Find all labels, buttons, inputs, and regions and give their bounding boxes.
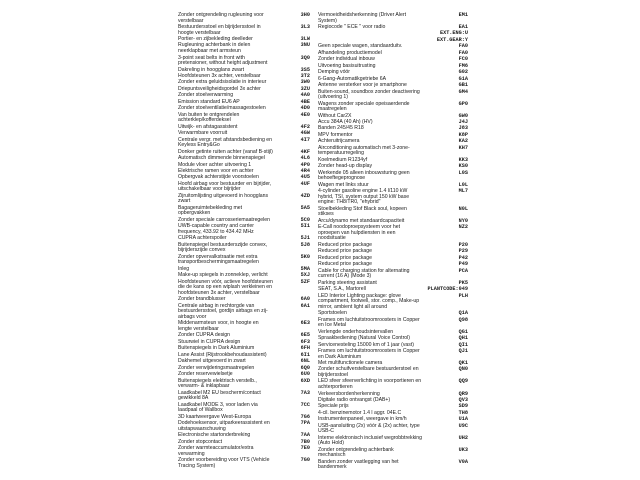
- option-description: Hoofdsteunen vóór, actieve hoofdsteunen die de kans op een wiplash verkleinen en hoofdsteunen 3x achter, verstelbaar: [178, 278, 273, 296]
- option-code: U9C: [458, 422, 468, 429]
- option-description: SEAT, S.A., Martorell: [318, 286, 366, 293]
- option-description: Driepuntsveiligheidsgordel 3x achter: [178, 85, 261, 92]
- option-entry: [178, 206, 310, 217]
- option-entry: [318, 460, 468, 471]
- option-description: Reduced price package: [318, 241, 373, 248]
- option-code: 5XJ: [300, 272, 310, 279]
- option-code: 5J1: [300, 235, 310, 242]
- option-entry: [178, 359, 310, 365]
- option-code: FM6: [458, 62, 468, 69]
- option-description: Arcu/dynamo met standaardcapaciteit: [318, 217, 405, 224]
- option-description: Rugleuning achterbank in delen neerklapbaar met armsteun: [178, 42, 251, 55]
- option-entry: [318, 90, 468, 101]
- option-entry: [178, 304, 310, 321]
- option-description: Hoofdsteunen 3x achter, verstelbaar: [178, 72, 261, 79]
- option-description: Cable for charging station for alternating current (16 A) (Mode 3): [318, 267, 410, 280]
- option-code: FC0: [458, 56, 468, 63]
- option-entry: [318, 318, 468, 329]
- option-code: 7G0: [300, 457, 310, 464]
- option-entry: [318, 336, 468, 342]
- option-entry: [318, 294, 468, 311]
- option-code: 7PA: [300, 420, 310, 427]
- option-description: Buitenspiegels in Dark Aluminium: [178, 345, 255, 352]
- option-entry: [178, 156, 310, 162]
- option-entry: [318, 146, 468, 157]
- option-description: Van buiten te ontgrendelen achterklep/kofferdeksel: [178, 111, 240, 124]
- option-code: 4E0: [300, 111, 310, 118]
- option-entry: [318, 448, 468, 459]
- option-description: Zonder speciale carrosseriemaatregelen: [178, 216, 271, 223]
- option-description: Zonder schuifverstelbare bestuurderstoel en bijrijdersstoel: [318, 366, 419, 379]
- option-code: SD9: [458, 403, 468, 410]
- option-code: 4L6: [300, 155, 310, 162]
- option-description: Zonder individual inbouw: [318, 56, 375, 63]
- option-code: 4UF: [300, 180, 310, 187]
- option-description: Vermoeidheidsherkenning (Driver Alert System): [318, 12, 407, 24]
- option-code: 3NU: [300, 42, 310, 49]
- option-entry: [178, 43, 310, 54]
- option-description: E-Call noodoproepsysteem voor het oproepen van hulpdiensten in een noodsituatie: [318, 224, 401, 242]
- option-entry: [178, 255, 310, 266]
- option-description: Zijruitomlijsting uitgevoerd in hoogglans zwart: [178, 192, 269, 205]
- option-entry: [178, 446, 310, 457]
- option-code: GM4: [458, 88, 468, 95]
- option-description: Donker getinte ruiten achter (vanaf B-stijl): [178, 148, 273, 155]
- option-code: Q1A: [458, 310, 468, 317]
- option-code: GW0: [458, 112, 468, 119]
- option-description: Airconditioning automatisch met 3-zone-temperatuurregeling: [318, 144, 410, 157]
- option-entry: [318, 57, 468, 63]
- option-description: LED Interior Lighting package: glove compartment, footwell, stor. comp., Make-up mirror, ambient light all around: [318, 292, 420, 310]
- option-code: 4BE: [300, 98, 310, 105]
- option-description: Parking steering assistant: [318, 279, 377, 286]
- option-code: 6A0: [300, 296, 310, 303]
- option-code: QK1: [458, 360, 468, 367]
- option-code: 7G6: [300, 413, 310, 420]
- option-description: Banden 245/45 R18: [318, 125, 364, 132]
- option-description: Antenne versterker voor je smartphone: [318, 82, 407, 89]
- option-description: Zonder reservewielsetje: [178, 371, 233, 378]
- option-entry: [178, 106, 310, 112]
- option-code: 5I1: [300, 223, 310, 230]
- option-code: 4P0: [300, 161, 310, 168]
- option-code: TH8: [458, 409, 468, 416]
- option-entry: [318, 269, 468, 280]
- option-code: 3S5: [300, 66, 310, 73]
- option-entry: [178, 56, 310, 67]
- option-code: 6XD: [300, 377, 310, 384]
- option-description: Koelmedium R1234yf: [318, 156, 368, 163]
- option-description: Zonder brandblusser: [178, 296, 226, 303]
- option-code: 4I7: [300, 136, 310, 143]
- option-code: PK5: [458, 279, 468, 286]
- option-entry: [318, 171, 468, 182]
- option-code: GP0: [458, 100, 468, 107]
- option-description: Emission standard EU6 AP: [178, 98, 240, 105]
- option-code: L0L: [458, 181, 468, 188]
- option-description: Stoelbekleding Stof Black soul, kopeen stikses: [318, 205, 407, 218]
- option-description: MPV formentor: [318, 131, 353, 138]
- option-code: QG1: [458, 328, 468, 335]
- option-code: 7AA: [300, 432, 310, 439]
- right-options-column: [318, 13, 468, 472]
- option-entry: [178, 224, 310, 235]
- option-code: 7E0: [300, 445, 310, 452]
- option-code: 7CC: [300, 401, 310, 408]
- option-description: Wagen met links stuur: [318, 181, 369, 188]
- option-description: Regiocode " ECE " voor radio: [318, 24, 386, 31]
- option-description: Reduced price package: [318, 261, 373, 268]
- option-description: Frames om luchtuitstroomroosters in Copper en Ice Metal: [318, 316, 420, 329]
- option-code: L0S: [458, 169, 468, 176]
- option-code: 6U0: [300, 371, 310, 378]
- option-description: Zonder stopcontact: [178, 438, 223, 445]
- option-code: EA1: [458, 24, 468, 31]
- option-description: Middenarmsteun voor, in hoogte en lengte verstelbaar: [178, 320, 259, 332]
- option-description: Electronische startonderbreking: [178, 432, 251, 439]
- option-description: Opbergvak achterstijde voorstoelen: [178, 174, 259, 181]
- option-code: P49: [458, 261, 468, 268]
- option-code: G02: [458, 69, 468, 76]
- option-entry: [178, 182, 310, 193]
- option-description: Zonder extra geluidsisolatie in interieur: [178, 79, 267, 86]
- option-description: CUPRA achterspoiler: [178, 235, 227, 242]
- option-code: 4GW: [300, 130, 310, 137]
- option-code: 5A5: [300, 204, 310, 211]
- option-entry: [178, 379, 310, 390]
- option-code: PLH: [458, 292, 468, 299]
- option-code: 4R4: [300, 167, 310, 174]
- option-entry: [178, 321, 310, 332]
- option-entry: [178, 243, 310, 254]
- option-description: Zonder verwijderingsmaatregelen: [178, 364, 255, 371]
- option-entry: [318, 207, 468, 218]
- option-description: Buitenspiegel bestuurderszijde convex, bijrijderszijde convex: [178, 241, 268, 254]
- option-description: Verkeersbordenherkenning: [318, 390, 380, 397]
- option-description: Module vloer achter uitvoering 1: [178, 161, 252, 168]
- option-code: 4U5: [300, 174, 310, 181]
- option-code: 6I1: [300, 351, 310, 358]
- option-description: Zonder CUPRA design: [178, 332, 231, 339]
- option-code: QN0: [458, 366, 468, 373]
- option-entry: [178, 194, 310, 205]
- option-entry: [178, 421, 310, 432]
- option-description: Werkende 05 alleen inbouwsturing geen behoeftegeprognose: [318, 169, 410, 182]
- option-description: Zonder stoelventilatie/massagestoelen: [178, 105, 266, 112]
- option-code: 6FH: [300, 345, 310, 352]
- option-code: KK3: [458, 156, 468, 163]
- option-description: Uitwijk- en afstagassistent: [178, 123, 238, 130]
- option-description: Elektrische ramen voor en achter: [178, 167, 254, 174]
- option-description: Reduced price package: [318, 254, 373, 261]
- option-code: 3LW: [300, 36, 310, 43]
- option-entry: [178, 13, 310, 24]
- option-code: 7B0: [300, 438, 310, 445]
- option-description: Zonder voorbereiding voor VTS (Vehicle Tracing System): [178, 457, 270, 469]
- option-code: P20: [458, 241, 468, 248]
- left-options-column: [178, 13, 310, 470]
- option-entry: [318, 225, 468, 242]
- option-description: Banden zonder vastlegging van het bandenmerk: [318, 458, 399, 471]
- option-description: [318, 31, 422, 37]
- option-code: 4KF: [300, 148, 310, 155]
- option-description: 4-cylinder gasoline engine 1.4 l/110 kW hybrid, TSI, system output 150 kW base engine: TH8/TR0, "ehybrid": [318, 188, 410, 206]
- option-description: Dakhemel uitgevoerd in zwart: [178, 358, 246, 365]
- option-code: QI1: [458, 341, 468, 348]
- option-entry: [318, 262, 468, 268]
- option-entry: [318, 424, 468, 435]
- option-code: 7A3: [300, 389, 310, 396]
- option-entry: [178, 131, 310, 137]
- option-description: Buiten-sound, soundbox zonder deactivering (uitvoering 1): [318, 88, 420, 101]
- option-description: Zonder ontgrendeling achterbank mechanisch: [318, 446, 394, 459]
- option-code: EXT.GEAR:Y: [436, 36, 468, 43]
- option-code: UK3: [458, 446, 468, 453]
- option-code: 4D0: [300, 105, 310, 112]
- option-description: Stuurwiel in CUPRA design: [178, 338, 241, 345]
- option-code: 5J8: [300, 241, 310, 248]
- option-entry: [178, 458, 310, 469]
- option-entry: [318, 367, 468, 378]
- option-code: PLANTCODE:049: [427, 286, 468, 293]
- option-description: LED sfeer sfeerverlichting in voorportieren en achterportieren: [318, 378, 422, 391]
- option-description: Portier- en zijbekleding deelleder: [178, 36, 253, 43]
- option-entry: [318, 436, 468, 447]
- option-description: Lane Assist (Rijstrookbehoudassistent): [178, 351, 267, 358]
- option-description: USB-aansluiting (2x) vóór & (2x) achter, type USB-C: [318, 422, 420, 435]
- option-description: Laadkabel MODE 3, voor laden via laadpaal of Wallbox: [178, 401, 258, 414]
- option-code: 5MA: [300, 265, 310, 272]
- option-entry: [318, 349, 468, 360]
- option-code: G1A: [458, 75, 468, 82]
- option-description: Laadkabel M2 EU bescherm/contact gewikkeld 8A: [178, 389, 261, 402]
- option-description: Make-up spiegels in zonneklep, verlicht: [178, 272, 268, 279]
- option-description: Bagageruimtebekleding met opbergvakken: [178, 204, 243, 217]
- option-description: Automatisch dimmende binnenspiegel: [178, 155, 265, 162]
- option-description: Buitenspiegels elektrisch verstelb., verwarm- & inklapbaar: [178, 377, 257, 390]
- option-code: 6A1: [300, 302, 310, 309]
- option-code: 3L3: [300, 24, 310, 31]
- option-code: P42: [458, 254, 468, 261]
- option-description: Frames om luchtuitstroomroosters in Copper en Dark Aluminium: [318, 348, 420, 360]
- option-description: 3-point seat belts in front with pretensioner, without height adjustment: [178, 54, 268, 67]
- option-description: Sportstoelen: [318, 310, 347, 317]
- option-description: Bestuurdersstoel en bijrijdersstoel in hoogte verstelbaar: [178, 24, 261, 36]
- option-entry: [318, 311, 468, 317]
- option-entry: [178, 138, 310, 149]
- option-description: 6-Gang-Automatikgetriebe 6A: [318, 75, 387, 82]
- option-description: Digitale radio ontvangst (DAB+): [318, 396, 391, 403]
- option-entry: [178, 280, 310, 297]
- option-code: 5ZF: [300, 278, 310, 285]
- option-description: Instrumentenpaneel, weergave in km/h: [318, 416, 407, 423]
- option-description: Verlengde onderhoudsintervallen: [318, 328, 394, 335]
- option-description: Zonder opvervalkstraatie met extra transportbeschermingsmaatregelen: [178, 253, 259, 266]
- option-description: Demping vóór: [318, 69, 351, 76]
- option-description: Inleg: [178, 265, 190, 272]
- option-code: PCA: [458, 267, 468, 274]
- option-code: QR9: [458, 390, 468, 397]
- option-code: 3Q0: [300, 54, 310, 61]
- option-description: Spraakbediening (Natural Voice Control): [318, 335, 411, 342]
- option-code: K8P: [458, 131, 468, 138]
- option-code: QH1: [458, 335, 468, 342]
- option-description: Uitvoering basisuitrusting: [318, 62, 376, 69]
- option-entry: [318, 13, 468, 24]
- option-description: Zonder ontgrendeling rugleuning voor verstelbaar: [178, 12, 264, 24]
- option-code: FA0: [458, 49, 468, 56]
- option-description: Wagens zonder speciale opeisaerdende maatregelen: [318, 100, 410, 113]
- option-code: 6F3: [300, 338, 310, 345]
- option-code: 5K0: [300, 253, 310, 260]
- option-code: J4J: [458, 119, 468, 126]
- option-description: Achteruitrijcamera: [318, 138, 360, 145]
- option-code: 4ZD: [300, 192, 310, 199]
- option-entry: [318, 102, 468, 113]
- option-code: GB1: [458, 82, 468, 89]
- option-description: UWB-capable country and carrier frequency, 433.92 to 434.42 MHz: [178, 223, 254, 235]
- option-code: 6E5: [300, 332, 310, 339]
- option-description: Centrale airbag in rechtorgde van bestuurdersstoel, gordijn airbags en zij-airbags voor: [178, 302, 268, 320]
- option-description: Accu 384A (40 Ah) (HV): [318, 119, 373, 126]
- option-description: Reduced price package: [318, 248, 373, 255]
- option-code: KH7: [458, 144, 468, 151]
- option-code: P29: [458, 248, 468, 255]
- option-code: ML7: [458, 188, 468, 195]
- option-description: Servicenesteling 15000 km of 1 jaar (vast): [318, 341, 415, 348]
- option-code: KA2: [458, 138, 468, 145]
- option-entry: [178, 113, 310, 124]
- option-code: UH2: [458, 434, 468, 441]
- option-description: Interne elektronisch inclusief wegrobbtrekking (Auto Hold): [318, 434, 423, 447]
- option-entry: [318, 70, 468, 76]
- option-description: Zonder stoelverwarming: [178, 92, 234, 99]
- option-code: J83: [458, 125, 468, 132]
- option-code: N0L: [458, 205, 468, 212]
- option-code: 6Q0: [300, 364, 310, 371]
- option-code: 3H0: [300, 12, 310, 18]
- option-description: Zonder head-up display: [318, 163, 373, 170]
- option-code: V0A: [458, 458, 468, 465]
- option-code: 3T2: [300, 72, 310, 79]
- option-entry: [318, 287, 468, 293]
- option-entry: [178, 372, 310, 378]
- option-code: NY0: [458, 217, 468, 224]
- option-entry: [178, 433, 310, 439]
- option-description: 3D kaartweergave West-Europa: [178, 413, 252, 420]
- option-description: Centrale vergr. met afstandsbediening en Keyless Entry&Go: [178, 136, 273, 149]
- option-code: NZ2: [458, 224, 468, 231]
- option-description: Verwarmbare voorruit: [178, 130, 228, 137]
- option-description: Zonder warmteaccumulator/extra verwarming: [178, 445, 254, 457]
- option-code: Q98: [458, 316, 468, 323]
- option-code: QJ1: [458, 348, 468, 354]
- option-code: 4F2: [300, 123, 310, 130]
- option-code: 4A0: [300, 92, 310, 99]
- option-description: Met multifunctionele camera: [318, 360, 383, 367]
- option-code: QV3: [458, 396, 468, 403]
- option-description: Afhandeling productiemodel: [318, 49, 382, 56]
- option-code: KS0: [458, 163, 468, 170]
- option-code: EXT.ENG:U: [439, 30, 468, 37]
- option-code: FA0: [458, 43, 468, 50]
- option-entry: [318, 379, 468, 390]
- option-entry: [178, 391, 310, 402]
- option-description: 4-cil. benzinemotor 1.4 l aggr. 04E.C: [318, 409, 402, 416]
- option-description: Dodehoeksensor, uitparkeerassistent en uitstapwaarschuwing: [178, 420, 270, 432]
- option-entry: [318, 189, 468, 206]
- option-entry: [178, 403, 310, 414]
- option-entry: [178, 25, 310, 36]
- option-code: 6E3: [300, 320, 310, 327]
- option-description: Geen speciale wagen, standaarduitv.: [318, 43, 403, 50]
- option-code: 3ZU: [300, 85, 310, 92]
- option-code: QQ9: [458, 378, 468, 385]
- option-code: 5C0: [300, 216, 310, 223]
- option-description: Hoofd airbag voor bestuurder en bijrijder, uitschakelbaar voor bijrijder: [178, 180, 272, 193]
- option-description: Speciale prijs: [318, 403, 349, 410]
- option-entry: [318, 83, 468, 89]
- option-description: Without Car2X: [318, 112, 352, 119]
- option-code: U1A: [458, 416, 468, 423]
- option-code: 6NL: [300, 358, 310, 365]
- option-code: 3W0: [300, 79, 310, 86]
- option-description: Dakreling in hoogglans zwart: [178, 66, 245, 73]
- option-code: EM1: [458, 12, 468, 18]
